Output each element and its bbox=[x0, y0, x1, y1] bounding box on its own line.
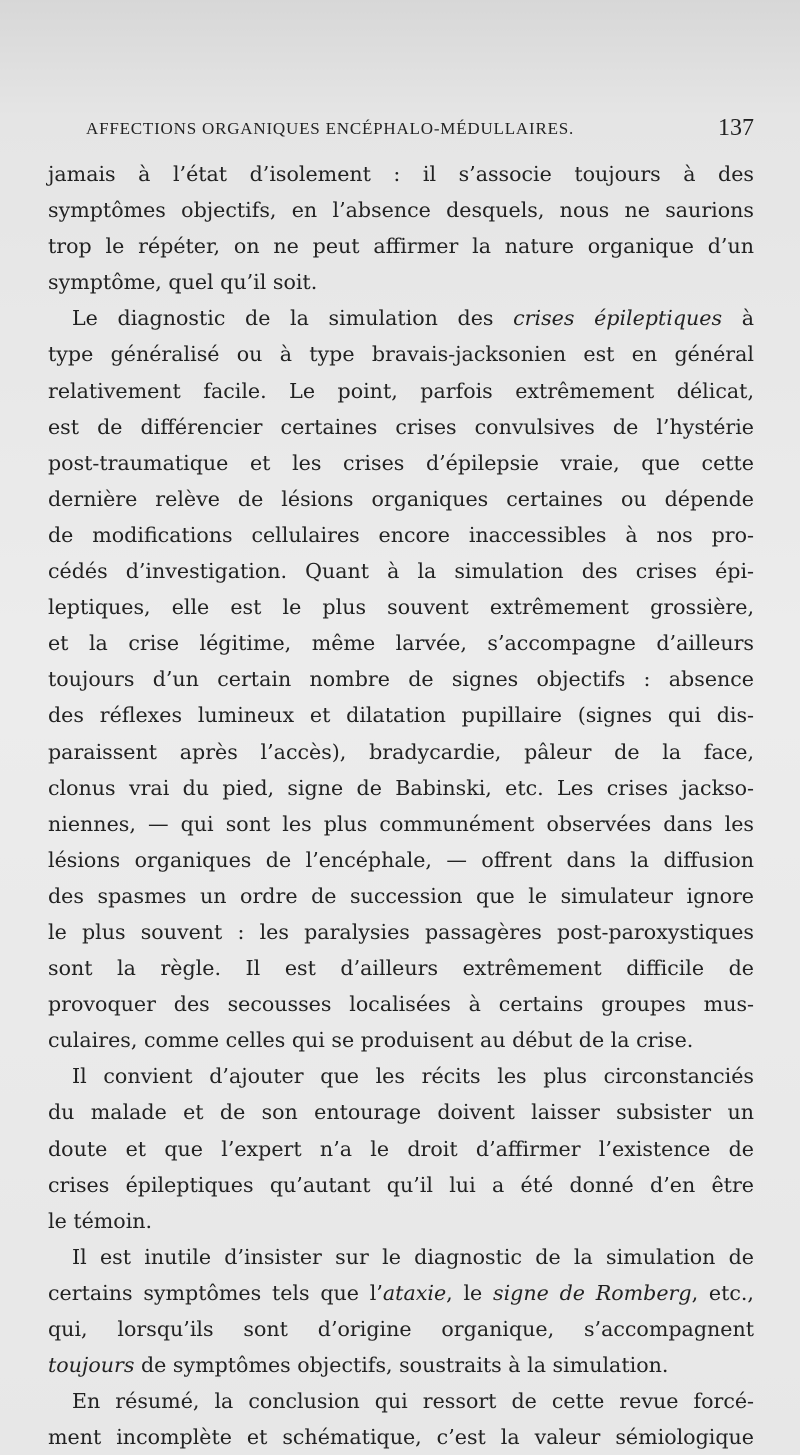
text-line: du malade et de son entourage doivent laisser subsister un bbox=[48, 1100, 754, 1125]
text-lines bbox=[48, 156, 754, 1455]
text-line bbox=[48, 1347, 754, 1383]
text-fragment: de symptômes objectifs, soustraits à la simulation. bbox=[134, 1353, 669, 1378]
text-line: doute et que l’expert n’a le droit d’affirmer l’existence de bbox=[48, 1136, 754, 1161]
text-fragment: certains symptômes tels que l’ bbox=[48, 1280, 383, 1305]
text-line: trop le répéter, on ne peut affirmer la nature organique d’un bbox=[48, 234, 754, 259]
text-line: paraissent après l’accès), bradycardie, pâleur de la face, bbox=[48, 739, 754, 764]
text-line: symptôme, quel qu’il soit. bbox=[48, 270, 318, 295]
text-line: cédés d’investigation. Quant à la simulation des crises épi- bbox=[48, 559, 754, 584]
text-line: post-traumatique et les crises d’épilepsie vraie, que cette bbox=[48, 450, 754, 475]
text-line: Il convient d’ajouter que les récits les plus circonstanciés bbox=[72, 1064, 754, 1089]
text-line: le témoin. bbox=[48, 1208, 153, 1233]
text-line: crises épileptiques qu’autant qu’il lui a été donné d’en être bbox=[48, 1172, 754, 1197]
text-line: relativement facile. Le point, parfois extrêmement délicat, bbox=[48, 378, 754, 403]
text-line: dernière relève de lésions organiques certaines ou dépende bbox=[48, 486, 754, 511]
text-line: lésions organiques de l’encéphale, — offrent dans la diffusion bbox=[48, 847, 754, 872]
text-line: des spasmes un ordre de succession que le simulateur ignore bbox=[48, 883, 754, 908]
text-line: toujours d’un certain nombre de signes objectifs : absence bbox=[48, 667, 754, 692]
text-fragment: à bbox=[722, 306, 754, 331]
running-head: AFFECTIONS ORGANIQUES ENCÉPHALO-MÉDULLAIRES. bbox=[86, 119, 575, 138]
italic-term: toujours bbox=[48, 1353, 135, 1378]
text-line: ment incomplète et schématique, c’est la valeur sémiologique bbox=[48, 1425, 754, 1450]
text-line: niennes, — qui sont les plus communément observées dans les bbox=[48, 811, 754, 836]
text-line: de modifications cellulaires encore inaccessibles à nos pro- bbox=[48, 522, 754, 547]
text-line: des réflexes lumineux et dilatation pupillaire (signes qui dis- bbox=[48, 703, 754, 728]
text-fragment: , etc., bbox=[691, 1280, 754, 1305]
text-line: clonus vrai du pied, signe de Babinski, etc. Les crises jackso- bbox=[48, 775, 754, 800]
text-fragment: Le diagnostic de la simulation des bbox=[72, 306, 514, 331]
page-number: 137 bbox=[718, 115, 754, 141]
page-header bbox=[86, 116, 754, 142]
body-text bbox=[48, 156, 754, 1455]
text-line: Il est inutile d’insister sur le diagnostic de la simulation de bbox=[72, 1244, 754, 1269]
text-line: culaires, comme celles qui se produisent au début de la crise. bbox=[48, 1028, 694, 1053]
text-line: est de différencier certaines crises convulsives de l’hystérie bbox=[48, 414, 754, 439]
text-line bbox=[48, 1275, 754, 1311]
text-line: leptiques, elle est le plus souvent extrêmement grossière, bbox=[48, 595, 754, 620]
text-line: sont la règle. Il est d’ailleurs extrêmement difficile de bbox=[48, 956, 754, 981]
italic-term: crises épileptiques bbox=[513, 306, 723, 331]
text-line: et la crise légitime, même larvée, s’accompagne d’ailleurs bbox=[48, 631, 754, 656]
text-line: jamais à l’état d’isolement : il s’associe toujours à des bbox=[48, 162, 754, 186]
text-line: En résumé, la conclusion qui ressort de cette revue forcé- bbox=[72, 1389, 754, 1414]
text-line: provoquer des secousses localisées à certains groupes mus- bbox=[48, 992, 754, 1017]
text-line bbox=[48, 300, 754, 336]
text-line: type généralisé ou à type bravais-jacksonien est en général bbox=[48, 342, 754, 367]
text-line: le plus souvent : les paralysies passagères post-paroxystiques bbox=[48, 919, 754, 944]
italic-term: signe de Romberg bbox=[493, 1280, 692, 1305]
text-line: qui, lorsqu’ils sont d’origine organique, s’accompagnent bbox=[48, 1317, 754, 1341]
text-line: symptômes objectifs, en l’absence desquels, nous ne saurions bbox=[48, 198, 754, 223]
italic-term: ataxie bbox=[382, 1280, 447, 1305]
text-fragment: , le bbox=[446, 1280, 494, 1305]
